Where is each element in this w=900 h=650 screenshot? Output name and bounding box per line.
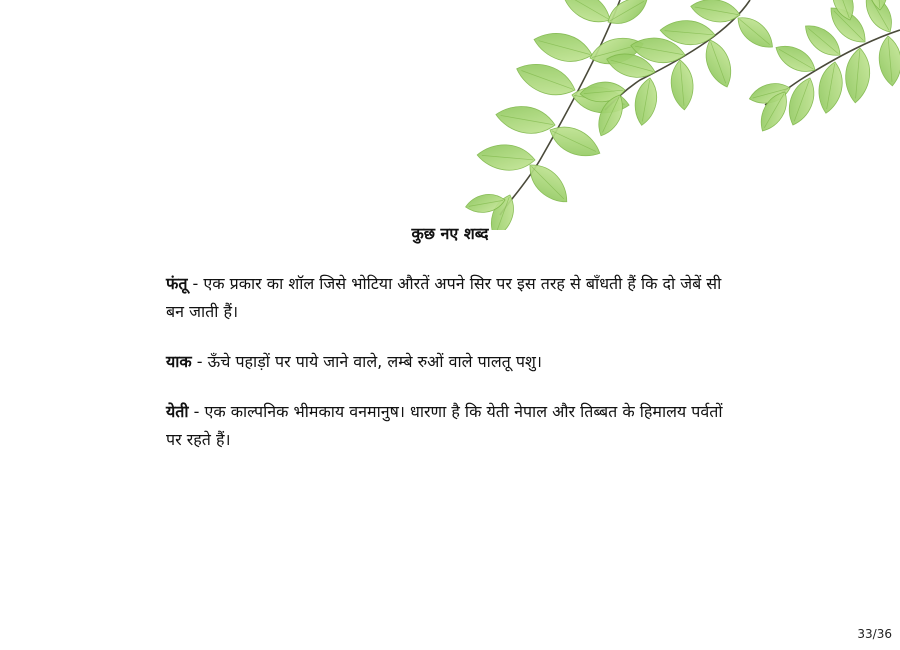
glossary-definition: - ऊँचे पहाड़ों पर पाये जाने वाले, लम्बे रुओं वाले पालतू पशु।: [191, 352, 542, 371]
glossary-entry: [166, 348, 736, 376]
glossary-definition: - एक प्रकार का शॉल जिसे भोटिया औरतें अपने सिर पर इस तरह से बाँधती हैं कि दो जेबें सी बन जाती हैं।: [166, 274, 722, 321]
glossary-entry: [166, 270, 736, 326]
leaf-shape: [603, 0, 652, 30]
glossary-term: फंतू: [166, 274, 188, 293]
leaf-shape: [556, 0, 616, 30]
page-number: 33/36: [857, 627, 892, 641]
glossary-term: येती: [166, 402, 189, 421]
glossary-entry: [166, 398, 736, 454]
glossary: [166, 270, 736, 476]
glossary-definition: - एक काल्पनिक भीमकाय वनमानुष। धारणा है कि येती नेपाल और तिब्बत के हिमालय पर्वतों पर रहते हैं।: [166, 402, 723, 449]
glossary-term: याक: [166, 352, 192, 371]
page-title: कुछ नए शब्द: [411, 224, 489, 243]
leaf-branch-illustration: [440, 0, 900, 230]
